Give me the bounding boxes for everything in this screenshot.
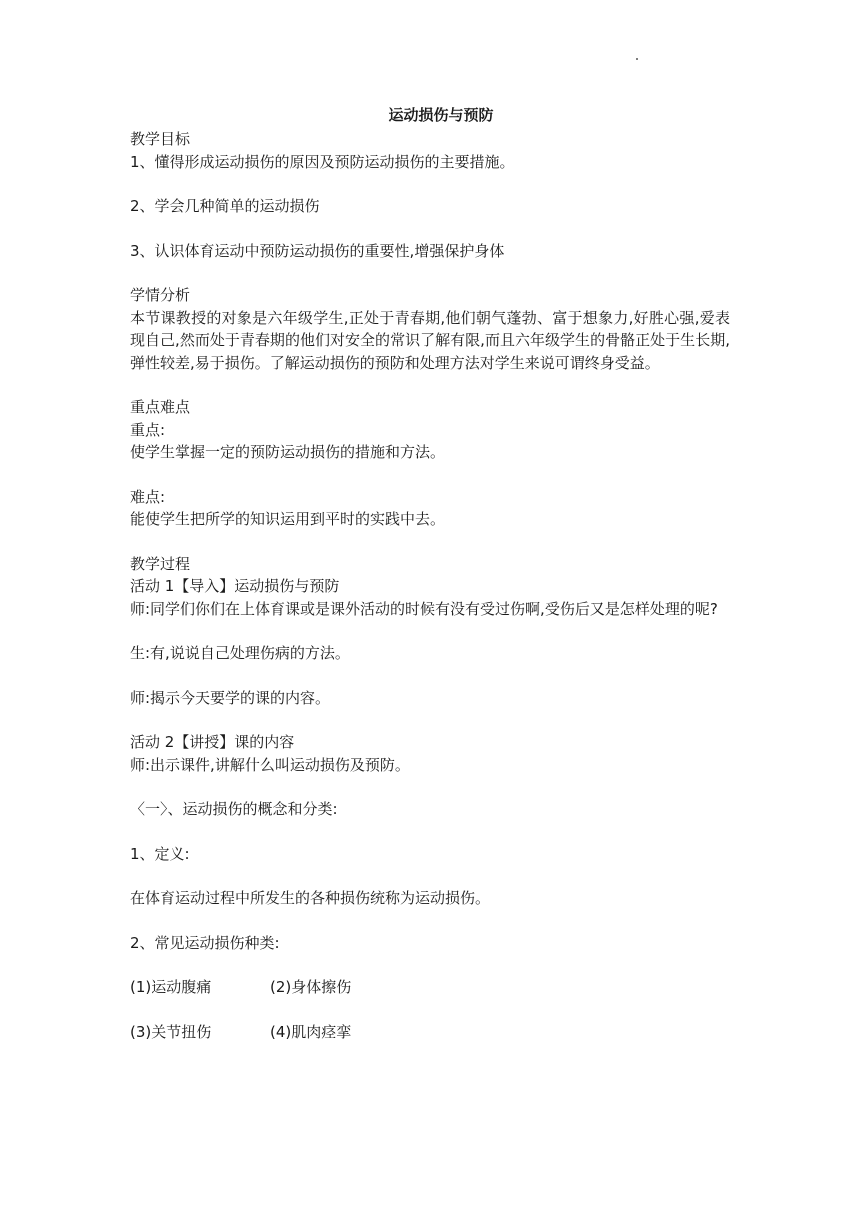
difficulty-label: 难点:: [130, 487, 166, 506]
analysis-heading: 学情分析: [130, 286, 191, 304]
types-row-1: [130, 976, 740, 999]
objective-item-3: 3、认识体育运动中预防运动损伤的重要性,增强保护身体: [130, 241, 505, 260]
activity2-label: 活动 2【讲授】课的内容: [130, 733, 295, 751]
definition-label: 1、定义:: [130, 844, 190, 863]
keypoints-heading: 重点难点: [130, 398, 191, 416]
type-item-3: (3)关节扭伤: [130, 1022, 212, 1041]
objective-item-1: 1、懂得形成运动损伤的原因及预防运动损伤的主要措施。: [130, 152, 515, 171]
activity1-student: 生:有,说说自己处理伤病的方法。: [130, 644, 350, 662]
process-heading: 教学过程: [130, 554, 191, 573]
activity1-label: 活动 1【导入】运动损伤与预防: [130, 577, 340, 595]
type-item-2: (2)身体擦伤: [270, 978, 352, 996]
header-dot: [636, 58, 638, 60]
type-item-4: (4)肌肉痉挛: [270, 1022, 352, 1041]
types-row-2: [130, 1021, 740, 1044]
document-page: [130, 104, 740, 1043]
objectives-heading: 教学目标: [130, 130, 191, 148]
types-label: 2、常见运动损伤种类:: [130, 933, 280, 952]
type-item-1: (1)运动腹痛: [130, 978, 212, 996]
key-label: 重点:: [130, 420, 166, 439]
section-heading: 〈一〉、运动损伤的概念和分类:: [130, 800, 338, 818]
activity1-teacher2: 师:揭示今天要学的课的内容。: [130, 688, 331, 707]
key-text: 使学生掌握一定的预防运动损伤的措施和方法。: [130, 443, 446, 461]
objective-item-2: 2、学会几种简单的运动损伤: [130, 197, 320, 215]
analysis-text: 本节课教授的对象是六年级学生,正处于青春期,他们朝气蓬勃、富于想象力,好胜心强,爱表现自己,然而处于青春期的他们对安全的常识了解有限,而且六年级学生的骨骼正处于生长期,弹性较差,易于损伤。了解运动损伤的预防和处理方法对学生来说可谓终身受益。: [130, 308, 730, 372]
definition-text: 在体育运动过程中所发生的各种损伤统称为运动损伤。: [130, 889, 491, 907]
activity1-teacher: 师:同学们你们在上体育课或是课外活动的时候有没有受过伤啊,受伤后又是怎样处理的呢?: [130, 599, 718, 618]
difficulty-text: 能使学生把所学的知识运用到平时的实践中去。: [130, 510, 446, 528]
activity2-teacher: 师:出示课件,讲解什么叫运动损伤及预防。: [130, 755, 410, 774]
document-title: 运动损伤与预防: [388, 106, 494, 124]
